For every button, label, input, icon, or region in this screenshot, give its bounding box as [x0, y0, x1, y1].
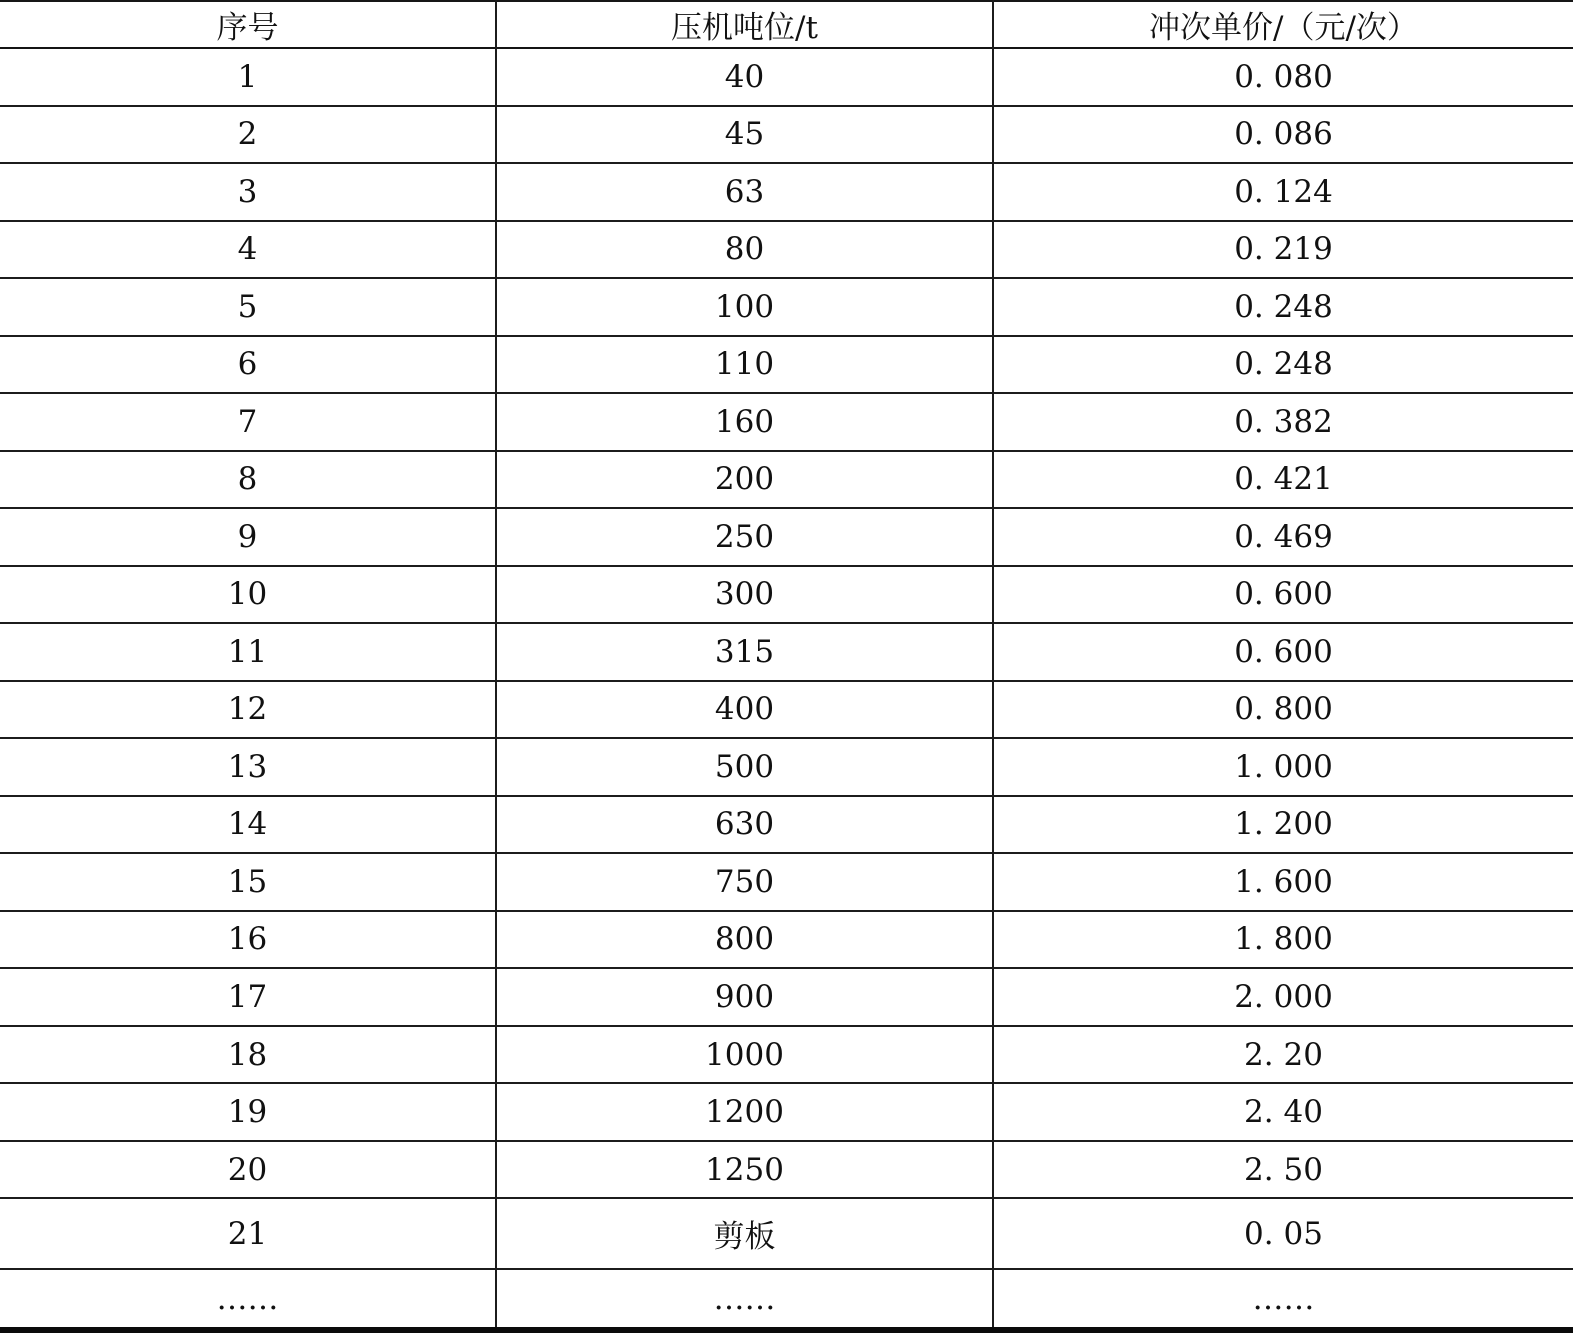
table-cell: 8 — [0, 451, 496, 509]
table-cell: 0. 421 — [1234, 461, 1333, 498]
table-cell: 21 — [0, 1198, 496, 1269]
table-cell: 2. 000 — [1234, 979, 1333, 1015]
table-cell: 0. 05 — [1244, 1215, 1323, 1252]
table-cell: 0. 800 — [1234, 691, 1333, 728]
table-cell: 0. 469 — [1234, 518, 1333, 555]
table-cell: 1. 200 — [1234, 806, 1333, 843]
table-cell: 剪板 — [496, 1198, 993, 1269]
table-row — [0, 1141, 1573, 1199]
table-row — [0, 48, 1573, 106]
table-cell: 0. 086 — [1234, 116, 1333, 153]
table-cell: 800 — [496, 911, 993, 969]
table-cell: 15 — [0, 853, 496, 911]
table-cell: 100 — [496, 278, 993, 336]
table-cell: 160 — [496, 393, 993, 451]
table-row — [0, 566, 1573, 624]
table-row — [0, 1083, 1573, 1141]
table-row — [0, 393, 1573, 451]
table-cell: 80 — [496, 221, 993, 279]
table-cell: 1. 800 — [1234, 921, 1333, 958]
table-cell: 110 — [496, 336, 993, 394]
table-cell: 250 — [496, 508, 993, 566]
table-cell: 63 — [496, 163, 993, 221]
table-row — [0, 508, 1573, 566]
table-cell: 5 — [0, 278, 496, 336]
table-row — [0, 1198, 1573, 1269]
table-row — [0, 853, 1573, 911]
table-row — [0, 278, 1573, 336]
table-cell: …… — [1252, 1280, 1315, 1317]
table-cell: 1. 600 — [1234, 863, 1333, 900]
table-cell: 45 — [496, 106, 993, 164]
table-cell: 0. 219 — [1234, 231, 1333, 268]
table-cell: 1000 — [496, 1026, 993, 1084]
table-cell: 1250 — [496, 1141, 993, 1199]
table-row — [0, 221, 1573, 279]
table-cell: 3 — [0, 163, 496, 221]
table-row — [0, 106, 1573, 164]
table-cell: 7 — [0, 393, 496, 451]
table-cell: 0. 248 — [1234, 346, 1333, 383]
table-cell: 19 — [0, 1083, 496, 1141]
table-cell: 1200 — [496, 1083, 993, 1141]
table-cell: 13 — [0, 738, 496, 796]
table-cell: 9 — [0, 508, 496, 566]
table-cell: 17 — [0, 968, 496, 1026]
table-cell: 0. 600 — [1234, 576, 1333, 613]
table-cell: 12 — [0, 681, 496, 739]
column-header-press-tonnage: 压机吨位/t — [496, 1, 993, 48]
table-cell: 6 — [0, 336, 496, 394]
table-cell: 2. 20 — [1244, 1036, 1323, 1073]
table-cell: 0. 080 — [1234, 58, 1333, 95]
table-row — [0, 796, 1573, 854]
table-row — [0, 163, 1573, 221]
table-row — [0, 623, 1573, 681]
header-row — [0, 1, 1573, 48]
table-cell: 0. 124 — [1234, 173, 1333, 210]
table-cell: 4 — [0, 221, 496, 279]
table-cell: 10 — [0, 566, 496, 624]
table-row — [0, 968, 1573, 1026]
table-cell: 630 — [496, 796, 993, 854]
column-header-serial-number: 序号 — [0, 1, 496, 48]
table-cell: 20 — [0, 1141, 496, 1199]
table-cell: 0. 382 — [1234, 403, 1333, 440]
table-cell: 750 — [496, 853, 993, 911]
table-cell: 900 — [496, 968, 993, 1026]
table-cell: 11 — [0, 623, 496, 681]
table-cell: 14 — [0, 796, 496, 854]
table-cell: 0. 600 — [1234, 633, 1333, 670]
table-cell: 18 — [0, 1026, 496, 1084]
table-row — [0, 738, 1573, 796]
table-cell: …… — [0, 1269, 496, 1330]
table-cell: 16 — [0, 911, 496, 969]
table-row — [0, 1026, 1573, 1084]
table-cell: 400 — [496, 681, 993, 739]
table-row — [0, 451, 1573, 509]
table-row — [0, 336, 1573, 394]
table-row — [0, 681, 1573, 739]
column-header-stroke-unit-price: 冲次单价/（元/次） — [1149, 10, 1418, 46]
table-cell: 2 — [0, 106, 496, 164]
table-cell: 0. 248 — [1234, 288, 1333, 325]
table-cell: 500 — [496, 738, 993, 796]
table-row — [0, 911, 1573, 969]
table-cell: 2. 40 — [1244, 1094, 1323, 1131]
table-cell: 2. 50 — [1244, 1151, 1323, 1188]
table-cell: …… — [496, 1269, 993, 1330]
table-body — [0, 48, 1573, 1330]
table-cell: 300 — [496, 566, 993, 624]
table-row — [0, 1269, 1573, 1330]
table-cell: 200 — [496, 451, 993, 509]
table-cell: 315 — [496, 623, 993, 681]
table-cell: 1 — [0, 48, 496, 106]
table-cell: 1. 000 — [1234, 748, 1333, 785]
table-cell: 40 — [496, 48, 993, 106]
